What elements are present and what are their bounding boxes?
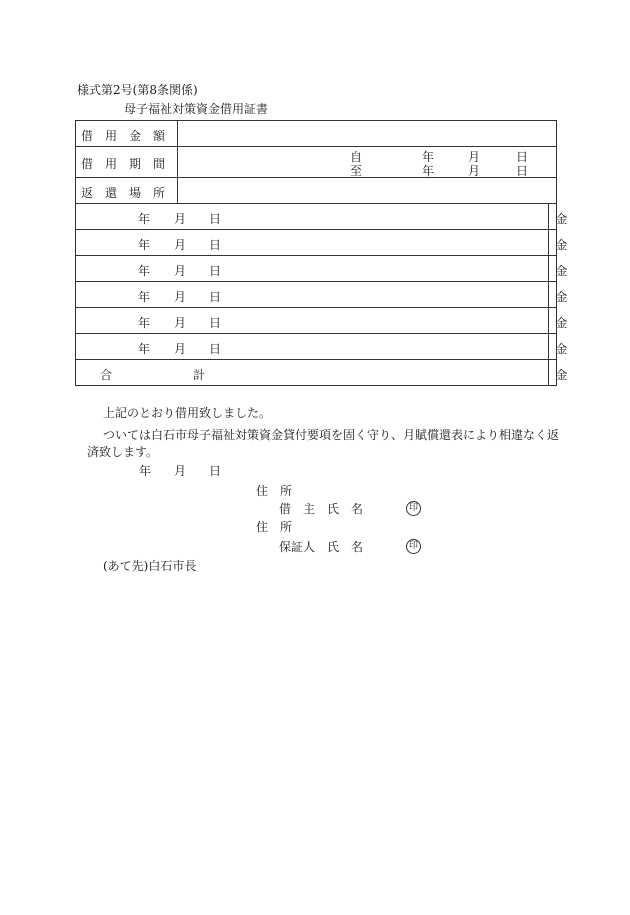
installment-amount[interactable]	[549, 256, 568, 282]
total-label-a: 合	[100, 368, 113, 382]
body-line-3: 済致します。	[87, 445, 159, 459]
guarantor-address-label: 住 所	[256, 520, 293, 534]
borrower-address-label: 住 所	[256, 484, 293, 498]
amount-value-cell[interactable]	[178, 121, 557, 147]
installment-year: 年	[138, 316, 151, 330]
period-from-day: 日	[516, 150, 529, 164]
installment-amount[interactable]	[549, 204, 568, 230]
sign-month: 月	[174, 464, 187, 478]
installment-amount[interactable]	[549, 282, 568, 308]
installment-year: 年	[138, 342, 151, 356]
body-line-1: 上記のとおり借用致しました。	[103, 406, 272, 420]
yen-label: 金	[555, 238, 568, 252]
guarantor-name-label: 保証人 氏 名	[279, 540, 364, 554]
installment-day: 日	[209, 290, 222, 304]
installment-day: 日	[209, 212, 222, 226]
place-label: 返 還 場 所	[81, 186, 166, 200]
period-value-cell[interactable]	[178, 147, 557, 178]
yen-label: 金	[555, 342, 568, 356]
installment-year: 年	[138, 238, 151, 252]
installment-day: 日	[209, 342, 222, 356]
total-amount[interactable]	[549, 360, 568, 386]
yen-label: 金	[555, 316, 568, 330]
installment-amount[interactable]	[549, 334, 568, 360]
sign-day: 日	[209, 464, 222, 478]
installment-day: 日	[209, 238, 222, 252]
loan-table	[75, 120, 568, 386]
installment-date[interactable]	[76, 334, 549, 360]
installment-date[interactable]	[76, 230, 549, 256]
sign-year: 年	[139, 464, 152, 478]
borrower-name-label: 借 主 氏 名	[279, 502, 364, 516]
body-line-2: ついては白石市母子福祉対策資金貸付要項を固く守り、月賦償還表により相違なく返	[103, 428, 560, 442]
borrower-seal-icon: 印	[406, 501, 421, 516]
period-to-day: 日	[516, 164, 529, 178]
amount-label-cell	[76, 121, 178, 147]
total-label-b: 計	[193, 368, 206, 382]
installment-row	[76, 256, 557, 282]
installment-row	[76, 204, 557, 230]
yen-label: 金	[555, 212, 568, 226]
amount-label: 借 用 金 額	[81, 129, 166, 143]
period-label-cell	[76, 147, 178, 178]
installment-amount[interactable]	[549, 308, 568, 334]
period-to-year: 年	[422, 164, 435, 178]
period-from-year: 年	[422, 150, 435, 164]
form-number: 様式第2号(第8条関係)	[77, 83, 198, 97]
addressee: (あて先)白石市長	[103, 559, 197, 573]
installment-day: 日	[209, 264, 222, 278]
installment-year: 年	[138, 264, 151, 278]
installment-date[interactable]	[76, 308, 549, 334]
installment-date[interactable]	[76, 204, 549, 230]
installment-month: 月	[174, 290, 187, 304]
total-row	[76, 360, 557, 386]
yen-label: 金	[555, 368, 568, 382]
installment-month: 月	[174, 212, 187, 226]
yen-label: 金	[555, 290, 568, 304]
installment-row	[76, 230, 557, 256]
installment-month: 月	[174, 316, 187, 330]
period-to-month: 月	[468, 164, 481, 178]
installment-row	[76, 334, 557, 360]
installment-day: 日	[209, 316, 222, 330]
installment-date[interactable]	[76, 256, 549, 282]
guarantor-seal-icon: 印	[406, 539, 421, 554]
period-to-label: 至	[350, 164, 363, 178]
place-label-cell	[76, 178, 178, 204]
installment-date[interactable]	[76, 282, 549, 308]
installment-amount[interactable]	[549, 230, 568, 256]
installment-row	[76, 282, 557, 308]
period-label: 借 用 期 間	[81, 157, 166, 171]
period-from-label: 自	[350, 150, 363, 164]
installment-year: 年	[138, 290, 151, 304]
period-from-month: 月	[468, 150, 481, 164]
yen-label: 金	[555, 264, 568, 278]
installment-month: 月	[174, 238, 187, 252]
document-title: 母子福祉対策資金借用証書	[124, 102, 269, 116]
installment-year: 年	[138, 212, 151, 226]
place-value-cell[interactable]	[178, 178, 557, 204]
total-label-cell	[76, 360, 549, 386]
installment-row	[76, 308, 557, 334]
installment-month: 月	[174, 264, 187, 278]
installment-month: 月	[174, 342, 187, 356]
